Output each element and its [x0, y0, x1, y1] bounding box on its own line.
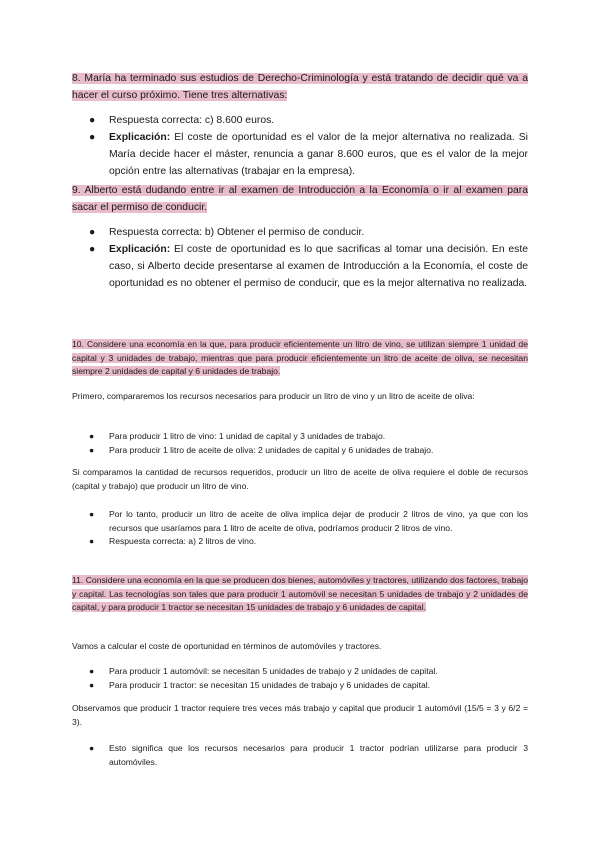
q8-answer-list [72, 112, 528, 180]
q11-resource-list [72, 665, 528, 692]
q10-answer: ● Respuesta correcta: a) 2 litros de vino. [72, 535, 528, 549]
list-item: ● Para producir 1 litro de aceite de oliva: 2 unidades de capital y 6 unidades de trabajo. [72, 444, 528, 458]
bullet-icon: ● [89, 444, 95, 455]
list-item: ● Para producir 1 tractor: se necesitan 15 unidades de trabajo y 6 unidades de capital. [72, 679, 528, 693]
bullet-icon: ● [89, 679, 95, 690]
q9-answer: ● Respuesta correcta: b) Obtener el permiso de conducir. [72, 224, 528, 241]
bullet-icon: ● [89, 115, 96, 126]
q8-question: 8. María ha terminado sus estudios de Derecho-Criminología y está tratando de decidir qué va a hacer el curso próximo. Tiene tres alternativas: [72, 73, 528, 102]
q9-answer-list [72, 224, 528, 292]
list-item: ● Para producir 1 litro de vino: 1 unidad de capital y 3 unidades de trabajo. [72, 430, 528, 444]
q11-conclusion: ● Esto significa que los recursos necesarios para producir 1 tractor podrían utilizarse para producir 3 automóviles. [89, 743, 528, 767]
q11-conclusion-list [72, 742, 528, 769]
q10-comparison: Si comparamos la cantidad de recursos requeridos, producir un litro de aceite de oliva requiere el doble de recursos (capital y trabajo) que producir un litro de vino. [72, 467, 528, 491]
q8-explanation: ● Explicación: El coste de oportunidad es el valor de la mejor alternativa no realizada. Si María decide hacer el máster, renuncia a ganar 8.600 euros, que es el valor de la mejor opción entre las alternativas (trabajar en la empresa). [72, 129, 528, 180]
q10-resource-list [72, 430, 528, 457]
q11-observation: Observamos que producir 1 tractor requiere tres veces más trabajo y capital que producir 1 automóvil (15/5 = 3 y 6/2 = 3). [72, 703, 528, 727]
bullet-icon: ● [89, 536, 95, 546]
q10-question: 10. Considere una economía en la que, para producir eficientemente un litro de vino, se utilizan siempre 1 unidad de capital y 3 unidades de trabajo, mientras que para producir eficientemente un litro de aceite de oliva, se necesitan siempre 2 unidades de capital y 6 unidades de trabajo. [72, 339, 528, 376]
bullet-icon: ● [89, 431, 95, 441]
q11-question: 11. Considere una economía en la que se producen dos bienes, automóviles y tractores, utilizando dos factores, trabajo y capital. Las tecnologías son tales que para producir 1 automóvil se necesitan 5 unidades de trabajo y 2 unidades de capital, y para producir 1 tractor se necesitan 15 unidades de trabajo y 6 unidades de capital. [72, 575, 528, 612]
bullet-icon: ● [89, 227, 96, 238]
q9-explanation: ● Explicación: El coste de oportunidad es lo que sacrificas al tomar una decisión. En este caso, si Alberto decide presentarse al examen de Introducción a la Economía, el coste de oportunidad es no obtener el permiso de conducir, que es la mejor alternativa no realizada. [72, 241, 528, 292]
list-item: ● Para producir 1 automóvil: se necesitan 5 unidades de trabajo y 2 unidades de capital. [72, 665, 528, 679]
bullet-icon: ● [89, 743, 95, 753]
q10-conclusion-list [72, 508, 528, 549]
bullet-icon: ● [89, 244, 96, 255]
bullet-icon: ● [89, 132, 96, 143]
q11-intro: Vamos a calcular el coste de oportunidad en términos de automóviles y tractores. [72, 641, 382, 651]
q10-intro: Primero, compararemos los recursos necesarios para producir un litro de vino y un litro de aceite de oliva: [72, 391, 475, 401]
q8-answer: ● Respuesta correcta: c) 8.600 euros. [72, 112, 528, 129]
q10-conclusion: ● Por lo tanto, producir un litro de aceite de oliva implica dejar de producir 2 litros de vino, ya que con los recursos que usaríamos para 1 litro de aceite de oliva, podríamos producir 2 litros de vino. [89, 509, 528, 533]
bullet-icon: ● [89, 666, 95, 676]
bullet-icon: ● [89, 509, 95, 519]
q9-question: 9. Alberto está dudando entre ir al examen de Introducción a la Economía o ir al examen para sacar el permiso de conducir. [72, 185, 528, 214]
